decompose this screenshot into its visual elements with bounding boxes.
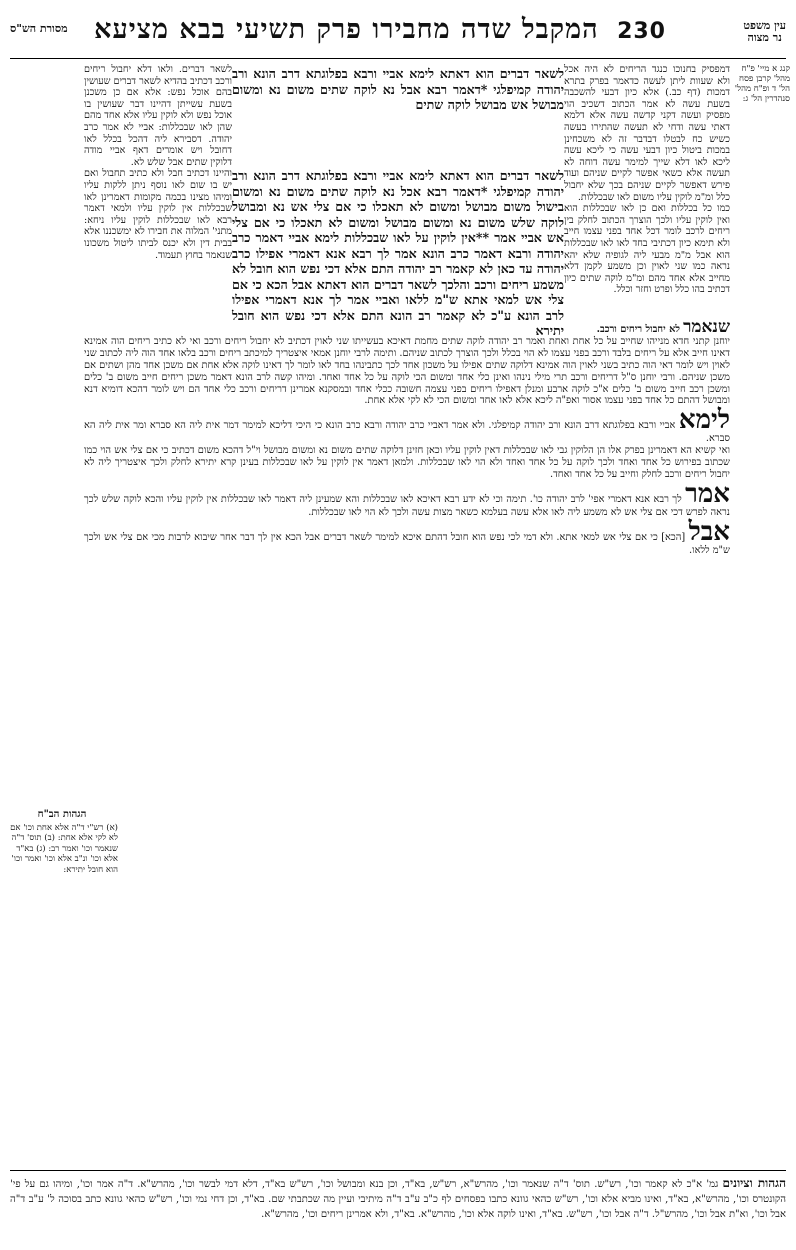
rashi-left-block <box>84 64 232 319</box>
footer-rule <box>10 1170 786 1171</box>
notes-title: הגהות הב"ח <box>37 809 87 820</box>
page-title <box>94 14 666 45</box>
dibur-4 <box>84 516 730 557</box>
dibur-1 <box>84 317 730 337</box>
title-text: המקבל שדה מחבירו פרק תשיעי בבא מציעא <box>94 14 599 45</box>
tosafot-top-text: דמפסיק בחנוכו כנגד הריחים לא היה אכל ולא שעוות ליתן לעשה כדאמר בפרק בתרא דמכות (דף כב.) אלא כיון דבעי להשכבה בשעת עשה לא אמר הכתוב דשכיב הוי מפסיק ועשה דקני קדשה עשה אלא דלמא דאתי עשה ודחי לא תעשה שהתירו בעשה כשיש כח לבטלו דבדבר זה לא משכחינן במכות ביטול כיון דבעי עשה כי ליכא עשה ליכא לאו דלא שייך למימר עשה דוחה לא תעשה אלא כשאי אפשר לקיים שניהם ועוד פירש דאפשר לקיים שניהם בכך שלא יחבול כלל ומ"מ לוקין עליו משום לאו שבכללות. <box>564 64 730 203</box>
dibur-2 <box>84 407 730 445</box>
gemara-header-lines <box>232 66 564 168</box>
dibur-rest-4: [הכא] כי אם צלי אש למאי אתא. ולא דמי לכי נפש הוא חובל דהתם איכא למימר לשאר דברים אבל הכא אין לך דבר אחר שיבוא לרבות מכי אם צלי אש ולכך ש"מ ללאו. <box>84 531 730 556</box>
gemara-outer-text: לשאר דברים הוא דאתא לימא אביי ורבא בפלוגתא דרב הונא ורב יהודה קמיפלגי *דאמר רבא אבל נא לוקה שתים משום נא ומשום מבושל אש מבושל לוקה שתים <box>232 66 564 112</box>
ein-mishpat-label: קנג א מיי' פ"ח מהל' קרבן פסח הל' ד ופ"ח מהל' סנהדרין הל' ג: <box>734 64 790 104</box>
mesoret-hashas-heading: מסורת הש"ס <box>10 22 68 35</box>
gemara-core-text: לשאר דברים הוא דאתא לימא אביי ורבא בפלוגתא דרב הונא ורב יהודה קמיפלגי *דאמר רבא אכל נא לוקה שתים משום נא ומשום בישול משום מבושל ומשום לא תאכלו כי אם צלי אש נא ומבושל לוקה שלש משום נא ומשום מבושל ומשום לא תאכלו כי אם צלי אש אביי אמר **אין לוקין על לאו שבכללות לימא אביי דאמר כרב יהודה ורבא דאמר כרב הונא אמר לך רבא אנא דאמרי אפילו כרב יהודה עד כאן לא קאמר רב יהודה התם אלא דכי נפש הוא חובל לא משמע ריחים ורכב והלכך לשאר דברים הוא דאתא אבל הכא כי אם צלי אש למאי אתא ש"מ ללאו ואביי אמר לך אנא דאמרי אפילו לרב הונא ע"כ לא קאמר רב הונא התם אלא דכי נפש הוא חובל יתירא <box>232 168 564 338</box>
page-header <box>10 14 786 54</box>
dibur-rest-3: לך רבא אנא דאמרי אפי' לרב יהודה כו'. תימה וכי לא ידע רבא דאיכא לאו שבכללות והא שמעינן ליה דאמר לאו שבכללות אין לוקין עליו והכא לוקה שלש לכך נראה לפרש דכי אם צלי אש לא משמע ליה לאו אלא עשה בעלמא כשאר מצות עשה ולכך לא הוי לאו שבכללות. <box>84 493 730 518</box>
ein-mishpat-heading: עין משפט נר מצוה <box>743 19 786 44</box>
tosafot-mid-text: כמו כל בכללות ואם כן לאו שבכללות הוא ואין לוקין עליו ולכך הוצרך הכתוב לחלק בין ריחים לרכב לומר דכל אחד בפני עצמו חייב ולא תימא כיון דכתיבי בחד לאו לאו שבכללות הוא אבל מ"מ מבעי ליה לגופיה שלא יהא נראה כמו שני לאוין וכן משמע לקמן דלא מחייב אלא אחד מהם ומ"מ לוקה שתים כיון דכתיב בהו כלל ופרט וחזר וכלל. <box>564 203 730 296</box>
dibur-lead-2: לימא <box>678 405 730 436</box>
rashi-text: לשאר דברים. ולאו דלא יחבול ריחים ורכב דכתיב בהדיא לשאר דברים שעושין בהם אוכל נפש: אלא אם כן משכנן בשעת עשייתן דהיינו דבר שעושין בו אוכל נפש ולא לוקין עליו אלא אחד מהם שהן לאו שבכללות: אביי לא אמר כרב יהודה. דסבירא ליה דהכל בכלל לאו דחובל ויש אומרים דאף אביי מודה דלוקין שתים אבל שלש לא. <box>84 64 232 168</box>
dibur-lead-4: אבל <box>688 516 730 547</box>
footer-text: גמ' א"כ לא קאמר וכו', רש"ש. תוס' ד"ה שנאמר וכו', מהרש"א, רש"ש, בא"ד, וכן בנא ומבושל וכו', רש"ש בא"ד, דלא דמי לבשר וכו', מהרש"א. ד"ה אמר וכו', ומיהו גם על פי' הקונטרס וכו', מהרש"א, בא"ד, ואינו מביא אלא וכו', רש"ש כהאי גוונא כתבו בפסחים לף כ"ב ע"ב ד"ה מיתיבי ועיין מה שכתבתי שם. בא"ד, וכן דחי נמי וכו', רש"ש כהאי גוונא כתב בסוכה ל' ע"ב ד"ה אבל וכו', וא"ת אבל וכו', מהרש"ל. ד"ה אבל וכו', רש"ש. בא"ד, ואינו לוקה אלא וכו', מהרש"א. בא"ד, ולא אמרינן ריחים וכו', מהרש"א. <box>10 1179 786 1220</box>
dibur-lead-3: אמר <box>685 478 730 509</box>
dibur-rest-2: אביי ורבא בפלוגתא דרב הונא ורב יהודה קמיפלגי. ולא אמר דאביי כרב יהודה ורבא כרב הונא כי היכי דליכא למימר דמר אית ליה הא סברא ומר אית ליה הא סברא. <box>84 420 730 445</box>
dibur-rest-1: לא יחבול ריחים ורכב. <box>596 324 680 335</box>
dibur-3 <box>84 478 730 519</box>
tosafot-long-text-2: ואי קשיא הא דאמרינן בפרק אלו הן הלוקין גבי לאו שבכללות דאין לוקין עליו וכאן חזינן דלוקה שתים משום נא ומשום מבושל וי"ל דהכא משום דכתיב כי אם צלי אש הוי כמו שכתוב בפירוש כל אחד ואחד ולכך לוקה על כל אחד ואחד ולא הוי לאו שבכללות. ולמאן דאמר אין לוקין על לאו שבכללות בעינן קרא יתירא לחלק ולכך איצטריך ליה לא יחבול ריחים ורכב לחלק וחייב על כל אחד ואחד. <box>84 445 730 481</box>
page-number: 230 <box>617 19 666 44</box>
dibur-lead-1: שנאמר <box>683 317 730 337</box>
rashi-text-2: והיינו דכתיב חבל ולא כתיב תחבול ואם יש בו שום לאו נוסף ניתן ללקות עליו ומיהו מצינו בכמה מקומות דאמרינן לאו שבכללות אין לוקין עליו ולמאי דאמר רבא לאו שבכללות לוקין עליו ניחא: מתני' המלוה את חבירו לא ימשכננו אלא בבית דין ולא יכנס לביתו ליטול משכונו שנאמר בחוץ תעמוד. <box>84 168 232 261</box>
tosafot-main-block <box>84 317 730 1162</box>
notes-text: (א) רש"י ד"ה אלא אחת וכו' אם לא לקי אלא אחת: (ב) תוס' ד"ה שנאמר וכו' ואמר רב: (ג) בא"ד אלא וכו' ונ"ב אלא וכו' ואמר וכו' הוא חובל יתירא: <box>10 822 118 875</box>
hagahot-habach <box>6 810 118 940</box>
footer-label: הגהות וציונים <box>722 1176 786 1190</box>
gemara-core <box>232 168 564 338</box>
tosafot-top-block <box>564 64 730 308</box>
footer-notes <box>10 1176 786 1240</box>
header-rule <box>10 58 786 59</box>
tosafot-long-text: יוחנן קתני חדא מנייהו שחייב על כל אחת ואחת ואמר רב יהודה לוקה שתים מחמת דאיכא בעשייתו שני לאוין דכתיב לא יחבול ריחים ורכב ואי לא כתיב ריחים הוה אמינא דאינו חייב אלא על ריחים בלבד ורכב בפני עצמו לא הוי בכלל ולכך הוצרך לכתוב שניהם. ותימה לרבי יוחנן אמאי איצטריך למיכתב ריחים ורכב בלאו אחד הוה ליה לכתוב שני לאוין ויש לומר דאי הוה כתיב בשני לאוין הוה אמינא דלוקה שתים אפילו על משכון אחד לכך כתבינהו בחד לאו לומר לך דאינו לוקה אלא אחת אם משכן אחד מהן ושתים אם משכן שניהם. ורבי יוחנן ס"ל דריחים ורכב תרי מילי נינהו ואינן כלי אחד ומשום הכי לוקה על כל אחד ואחד. ומיהו קשה לרב הונא דאמר משכן ריחים חייב משום ב' כלים ומשכן רכב חייב משום ב' כלים א"כ לוקה ארבע ומנלן דאפילו ריחים בפני עצמה חשובה ככלי אחד ובמסקנא אמרינן דריחים ורכב כלי אחד הם ויש לומר דהכא דומיא דנא ומבושל דהתם כל אחד בפני עצמו אסור ואפ"ה ליכא אלא לאו אחד ומשום הכי לא לקי אלא אחת. <box>84 335 730 407</box>
